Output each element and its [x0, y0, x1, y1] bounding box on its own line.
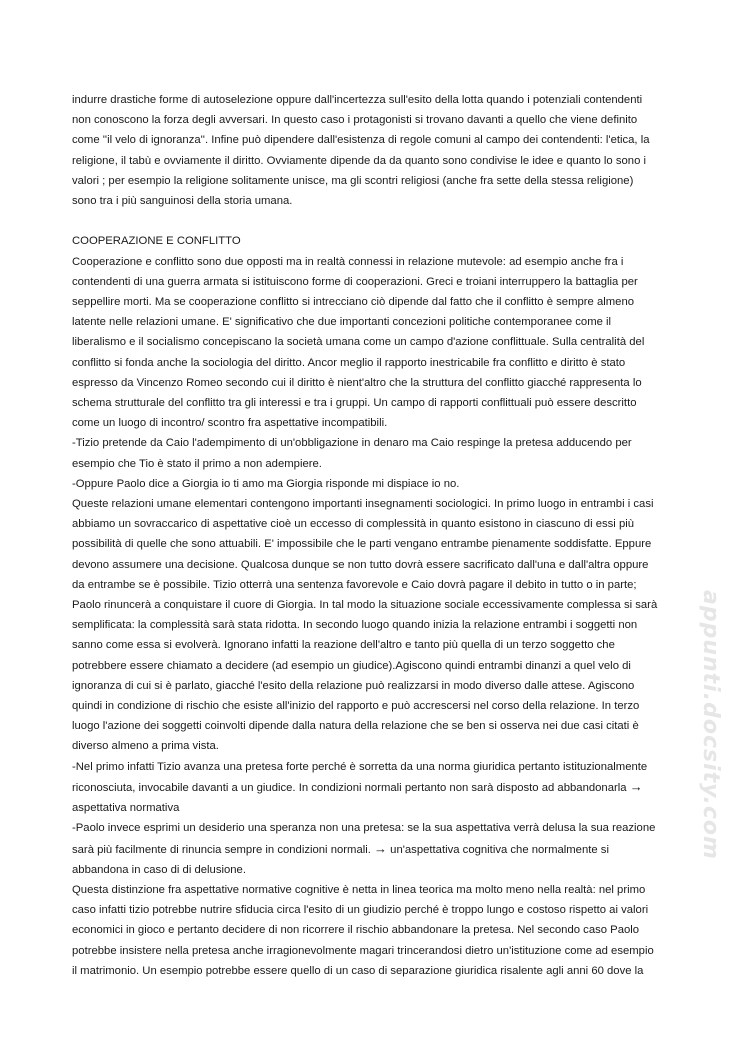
text-segment: sarà più facilmente di rinuncia sempre in condizioni normali. — [72, 843, 371, 856]
text-line: caso infatti tizio potrebbe nutrire sfiducia circa l'esito di un giudizio perché è troppo lungo e costoso rispetto ai valori — [72, 904, 649, 917]
section-heading: COOPERAZIONE E CONFLITTO — [72, 235, 241, 248]
text-line: seppellire morti. Ma se cooperazione conflitto si intrecciano ciò dipende dal fatto che il conflitto è sempre almeno — [72, 296, 635, 309]
text-segment: un'aspettativa cognitiva che normalmente si — [387, 843, 609, 856]
text-line: ignoranza di cui si è parlato, giacché l'esito della relazione può realizzarsi in modo diverso dalle attese. Agiscono — [72, 679, 635, 692]
text-line: quindi in condizione di rischio che esiste all'inizio del rapporto e può accrescersi nel corso della relazione. In terzo — [72, 700, 640, 713]
text-line: liberalismo e il socialismo concepiscano la società umana come un campo d'azione conflittuale. Sulla centralità del — [72, 336, 645, 349]
text-line: da entrambe se è possibile. Tizio otterrà una sentenza favorevole e Caio dovrà pagare il debito in tutto o in parte; — [72, 578, 637, 591]
text-line: diverso almeno a prima vista. — [72, 740, 219, 753]
text-line: potrebbere essere chiamato a decidere (ad esempio un giudice).Agiscono quindi entrambi dinanzi a quel velo di — [72, 659, 631, 672]
text-line: abbiamo un sovraccarico di aspettative cioè un eccesso di complessità in quanto esistono in ciascuno di essi più — [72, 518, 635, 531]
text-line: espresso da Vincenzo Romeo secondo cui il diritto è nient'altro che la struttura del conflitto giacché rappresenta lo — [72, 376, 642, 389]
text-line — [72, 777, 684, 798]
text-line: potrebbe insistere nella pretesa anche irragionevolmente magari trincerandosi dietro un'istituzione come ad esempio — [72, 944, 654, 957]
arrow-right-icon: → — [629, 778, 643, 794]
text-segment: riconosciuta, invocabile davanti a un giudice. In condizioni normali pertanto non sarà disposto ad abbandonarla — [72, 781, 627, 794]
text-line: indurre drastiche forme di autoselezione oppure dall'incertezza sull'esito della lotta quando i potenziali contendenti — [72, 94, 643, 106]
text-line: conflitto si fonda anche la sociologia del diritto. Ancor meglio il rapporto inestricabile fra conflitto e diritto è stato — [72, 356, 626, 369]
text-line — [72, 839, 684, 860]
text-line: esempio che Tio è stato il primo a non adempiere. — [72, 457, 322, 470]
text-line: luogo l'azione dei soggetti coinvolti dipende dalla natura della relazione che se ben si osserva nei due casi citati è — [72, 720, 639, 733]
text-line: abbandona in caso di di delusione. — [72, 863, 246, 876]
paragraph-insegnamenti — [72, 494, 684, 757]
text-line: -Paolo invece esprimi un desiderio una speranza non una pretesa: se la sua aspettativa verrà delusa la sua reazione — [72, 822, 656, 835]
text-line: sanno come essa si evolverà. Ignorano infatti la reazione dell'altro e tanto più quella di un terzo soggetto che — [72, 639, 615, 652]
example-tizio-caio — [72, 433, 684, 473]
paragraph-paolo-cognitiva — [72, 818, 684, 880]
arrow-right-icon: → — [374, 840, 388, 856]
text-line: religione, il tabù e ovviamente il diritto. Ovviamente dipende da da quanto sono condivise le idee e quanto lo sono i — [72, 154, 647, 167]
text-line: schema strutturale del conflitto tra gli interessi e tra i gruppi. Un campo di rapporti conflittuali può essere descritto — [72, 397, 637, 410]
text-line: possibilità di quelle che sono attuabili. E' impossibile che le parti vengano entrambe pienamente soddisfatte. Eppure — [72, 538, 652, 551]
text-line: economici in gioco e pertanto decidere di non ricorrere il rischio abbandonare la pretesa. Nel secondo caso Paolo — [72, 924, 640, 937]
document-body — [72, 90, 684, 981]
example-paolo-giorgia — [72, 474, 684, 494]
text-line: -Oppure Paolo dice a Giorgia io ti amo ma Giorgia risponde mi dispiace io no. — [72, 477, 460, 490]
text-line: il matrimonio. Un esempio potrebbe essere quello di un caso di separazione giuridica risalente agli anni 60 dove la — [72, 964, 644, 977]
paragraph-tizio-normativa — [72, 757, 684, 819]
text-line: come un luogo di incontro/ scontro fra aspettative incompatibili. — [72, 417, 388, 430]
text-line: non conoscono la forza degli avversari. In questo caso i protagonisti si trovano davanti a quello che viene definito — [72, 114, 638, 127]
text-line: Queste relazioni umane elementari contengono importanti insegnamenti sociologici. In primo luogo in entrambi i casi — [72, 498, 654, 511]
paragraph-cooperazione — [72, 252, 684, 434]
text-line: latente nelle relazioni umane. E' significativo che due importanti concezioni politiche contemporanee come il — [72, 316, 612, 329]
text-line: devono assumere una decisione. Qualcosa dunque se non tutto dovrà essere sacrificato dall'una e dall'altra oppure — [72, 558, 649, 571]
text-line: aspettativa normativa — [72, 802, 180, 815]
text-line: come ''il velo di ignoranza''. Infine può dipendere dall'esistenza di regole comuni al campo dei contendenti: l'etica, la — [72, 134, 650, 147]
text-line: contendenti di una guerra armata si istituiscono forme di cooperazioni. Greci e troiani interruppero la battaglia per — [72, 275, 638, 288]
blank-line — [72, 211, 684, 231]
paragraph-intro — [72, 90, 684, 211]
text-line: -Nel primo infatti Tizio avanza una pretesa forte perché è sorretta da una norma giuridica pertanto istituzionalmente — [72, 760, 648, 773]
text-line: Cooperazione e conflitto sono due opposti ma in realtà connessi in relazione mutevole: ad esempio anche fra i — [72, 255, 624, 268]
text-line: Questa distinzione fra aspettative normative cognitive è netta in linea teorica ma molto meno nella realtà: nel primo — [72, 883, 646, 896]
paragraph-distinzione — [72, 880, 684, 981]
text-line: semplificata: la complessità sarà stata ridotta. In secondo luogo quando inizia la relazione entrambi i soggetti non — [72, 619, 638, 632]
text-line: Paolo rinuncerà a conquistare il cuore di Giorgia. In tal modo la situazione sociale eccessivamente complessa si sarà — [72, 599, 658, 612]
text-line: -Tizio pretende da Caio l'adempimento di un'obbligazione in denaro ma Caio respinge la pretesa adducendo per — [72, 437, 632, 450]
text-line: valori ; per esempio la religione solitamente unisce, ma gli scontri religiosi (anche fra sette della stessa religione) — [72, 174, 634, 187]
text-line: sono tra i più sanguinosi della storia umana. — [72, 195, 293, 208]
watermark: appunti.docsity.com — [698, 590, 723, 860]
